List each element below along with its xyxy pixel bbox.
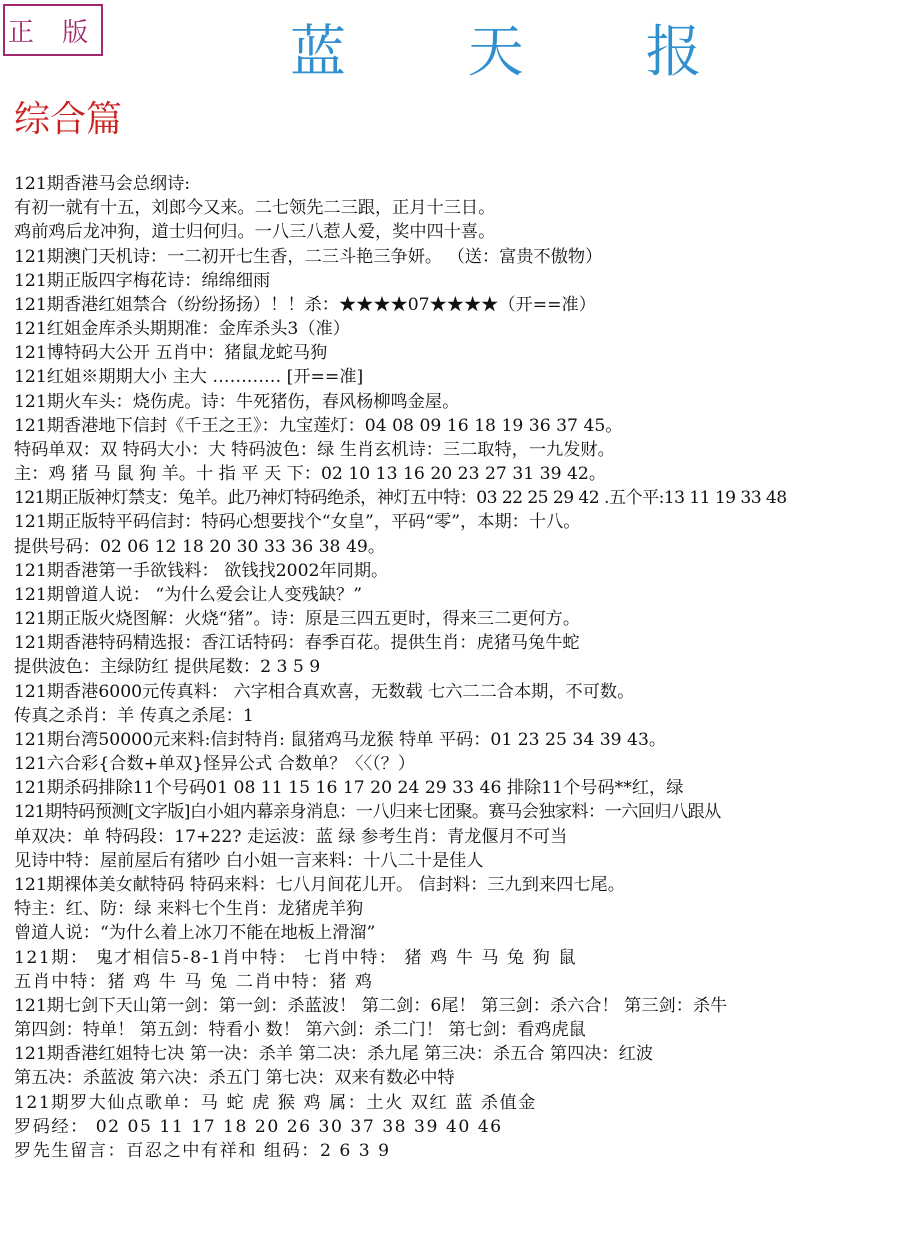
text-line: 121期香港特码精选报：香江话特码：春季百花。提供生肖：虎猪马兔牛蛇 <box>14 633 580 654</box>
text-line: 见诗中特：屋前屋后有猪吵 白小姐一言来料：十八二十是佳人 <box>14 850 484 871</box>
text-line: 121期香港红姐特七决 第一决：杀羊 第二决：杀九尾 第三决：杀五合 第四决：红波 <box>14 1044 654 1065</box>
text-line: 121红姐※期期大小 主大 ………… [开==准] <box>14 367 364 388</box>
text-line: 五肖中特：猪 鸡 牛 马 兔 二肖中特：猪 鸡 <box>14 971 374 992</box>
newspaper-title: 蓝 天 报 <box>290 20 754 85</box>
text-line: 121红姐金库杀头期期准：金库杀头3（准） <box>14 319 350 340</box>
text-line: 121期正版神灯禁支：兔羊。此乃神灯特码绝杀，神灯五中特：03 22 25 29 42 .五个平:13 11 19 33 48 <box>14 488 787 509</box>
text-line: 121期澳门天机诗：一二初开七生香，二三斗艳三争妍。 （送：富贵不傲物） <box>14 246 603 267</box>
text-line: 第五决：杀蓝波 第六决：杀五门 第七决：双来有数必中特 <box>14 1068 455 1089</box>
edition-badge: 正 版 <box>3 4 103 56</box>
text-line: 121期香港红姐禁合（纷纷扬扬）！！杀：★★★★07★★★★（开==准） <box>14 294 596 315</box>
text-line: 主：鸡 猪 马 鼠 狗 羊。十 指 平 天 下：02 10 13 16 20 23 27 31 39 42。 <box>14 464 607 485</box>
text-line: 121期正版火烧图解：火烧“猪”。诗：原是三四五更时，得来三二更何方。 <box>14 609 581 630</box>
text-line: 121期裸体美女献特码 特码来料：七八月间花儿开。 信封料：三九到来四七尾。 <box>14 874 625 895</box>
text-line: 121期正版特平码信封：特码心想要找个“女皇”，平码“零”，本期：十八。 <box>14 512 581 533</box>
text-line: 传真之杀肖：羊 传真之杀尾：1 <box>14 705 254 726</box>
text-line: 特码单双：双 特码大小：大 特码波色：绿 生肖玄机诗：三二取特，一九发财。 <box>14 439 615 460</box>
text-line: 121期香港6000元传真料： 六字相合真欢喜，无数载 七六二二合本期，不可数。 <box>14 681 635 702</box>
article-body <box>14 172 898 1163</box>
text-line: 鸡前鸡后龙冲狗，道士归何归。一八三八惹人爱，奖中四十喜。 <box>14 222 496 243</box>
text-line: 曾道人说：“为什么着上冰刀不能在地板上滑溜” <box>14 923 376 944</box>
text-line: 121期罗大仙点歌单：马 蛇 虎 猴 鸡 属：土火 双红 蓝 杀值金 <box>14 1092 537 1113</box>
text-line: 单双决：单 特码段：17+22? 走运波：蓝 绿 参考生肖：青龙偃月不可当 <box>14 826 568 847</box>
text-line: 121期台湾50000元来料:信封特肖: 鼠猪鸡马龙猴 特单 平码：01 23 25 34 39 43。 <box>14 729 667 750</box>
text-line: 121期正版四字梅花诗：绵绵细雨 <box>14 270 271 291</box>
text-line: 121期香港马会总纲诗: <box>14 174 191 194</box>
text-line: 121期曾道人说： “为什么爱会让人变残缺？” <box>14 584 363 605</box>
text-line: 121期火车头：烧伤虎。诗：牛死猪伤，春风杨柳鸣金屋。 <box>14 391 460 412</box>
text-line: 121期杀码排除11个号码01 08 11 15 16 17 20 24 29 33 46 排除11个号码**红，绿 <box>14 778 684 799</box>
text-line: 特主：红、防：绿 来料七个生肖：龙猪虎羊狗 <box>14 899 364 920</box>
text-line: 罗先生留言：百忍之中有祥和 组码：2 6 3 9 <box>14 1140 391 1161</box>
text-line: 121期香港地下信封《千王之王》：九宝莲灯：04 08 09 16 18 19 36 37 45。 <box>14 415 623 436</box>
text-line: 有初一就有十五，刘郎今又来。二七领先二三跟，正月十三日。 <box>14 198 496 219</box>
text-line: 121博特码大公开 五肖中：猪鼠龙蛇马狗 <box>14 343 328 364</box>
section-heading: 综合篇 <box>14 99 123 140</box>
text-line: 121期特码预测[文字版]白小姐内幕亲身消息：一八归来七团聚。赛马会独家料：一六回归八跟从 <box>14 802 721 823</box>
text-line: 121期香港第一手欲钱料： 欲钱找2002年同期。 <box>14 560 389 581</box>
text-line: 第四剑：特单！ 第五剑：特看小 数！ 第六剑：杀二门！ 第七剑：看鸡虎鼠 <box>14 1020 586 1041</box>
text-line: 121六合彩{合数+单双}怪异公式 合数单？〈〈（？） <box>14 754 416 775</box>
text-line: 提供号码：02 06 12 18 20 30 33 36 38 49。 <box>14 536 386 557</box>
text-line: 提供波色：主绿防红 提供尾数：2 3 5 9 <box>14 657 321 678</box>
text-line: 121期七剑下天山第一剑：第一剑：杀蓝波！ 第二剑：6尾！ 第三剑：杀六合！ 第三剑：杀牛 <box>14 995 728 1016</box>
text-line: 121期： 鬼才相信5-8-1肖中特： 七肖中特： 猪 鸡 牛 马 兔 狗 鼠 <box>14 947 578 968</box>
text-line: 罗码经： 02 05 11 17 18 20 26 30 37 38 39 40 46 <box>14 1116 503 1137</box>
